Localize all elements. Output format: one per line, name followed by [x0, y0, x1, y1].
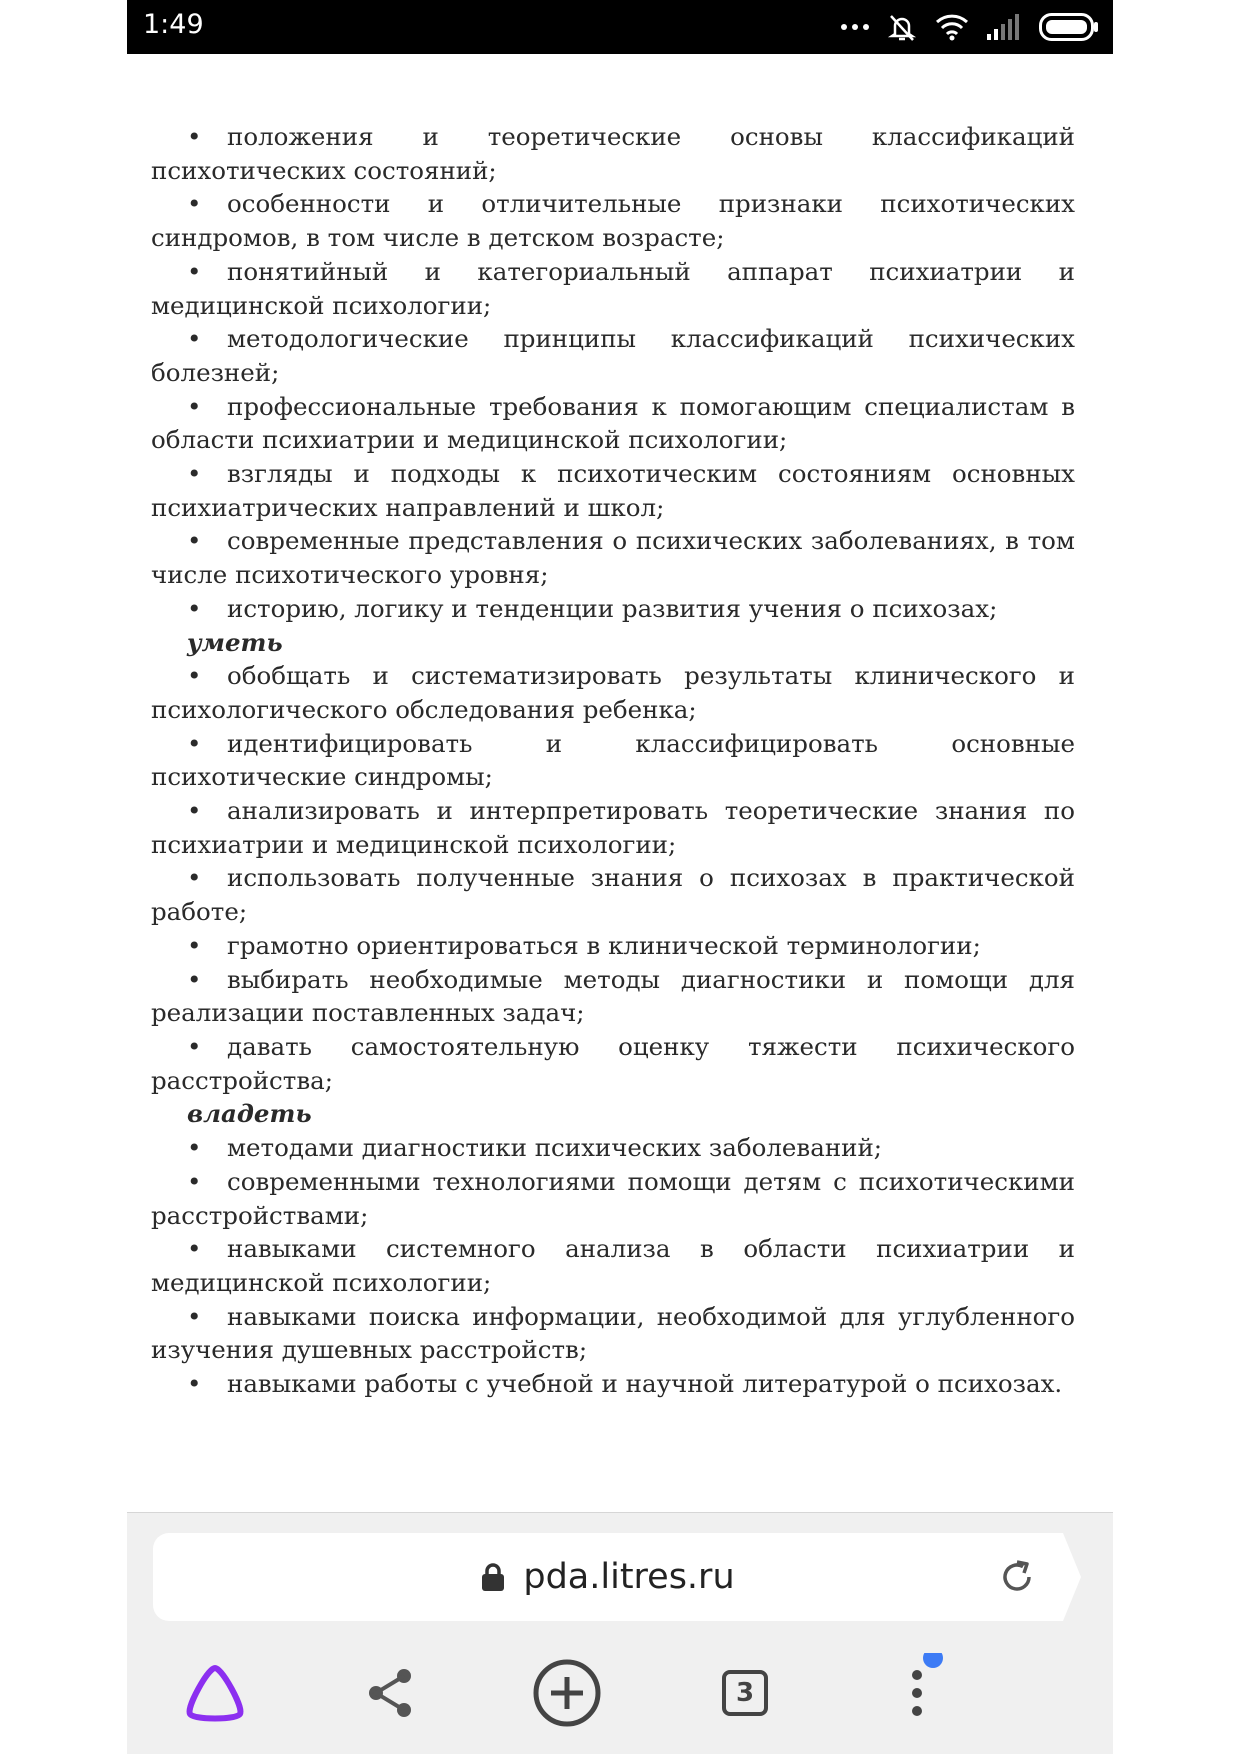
list-item-text: понятийный и категориальный аппарат психиатрии и медицинской психологии; [151, 256, 1075, 320]
bullet-icon: • [187, 863, 202, 893]
bullet-icon: • [187, 391, 202, 421]
list-item [151, 524, 1075, 591]
bullet-icon: • [187, 930, 202, 960]
new-tab-button[interactable] [527, 1653, 607, 1733]
bullet-icon: • [187, 459, 202, 489]
document-page [151, 120, 1075, 1401]
notification-dot [923, 1653, 943, 1668]
alice-assistant-button[interactable] [175, 1653, 255, 1733]
status-bar [127, 0, 1113, 54]
list-item [151, 322, 1075, 389]
share-icon [366, 1666, 416, 1720]
list-item-text: профессиональные требования к помогающим специалистам в области психиатрии и медицинской психологии; [151, 391, 1075, 455]
list-item-text: методологические принципы классификаций психических болезней; [151, 324, 1075, 387]
list-item-text: современными технологиями помощи детям с психотическими расстройствами; [151, 1166, 1075, 1230]
bullet-icon: • [187, 593, 202, 623]
list-item-text: навыками поиска информации, необходимой для углубленного изучения душевных расстройств; [151, 1301, 1075, 1365]
list-item [151, 255, 1075, 322]
list-item-text: выбирать необходимые методы диагностики и помощи для реализации поставленных задач; [151, 964, 1075, 1028]
list-item [151, 457, 1075, 524]
bullet-icon: • [187, 964, 202, 994]
bullet-icon: • [187, 1301, 202, 1331]
list-item [151, 1030, 1075, 1097]
menu-button[interactable] [881, 1653, 961, 1733]
list-item-text: использовать полученные знания о психозах в практической работе; [151, 863, 1075, 927]
mute-icon [887, 12, 917, 42]
menu-dots-icon [891, 1653, 951, 1733]
tabs-count-icon: 3 [722, 1670, 768, 1716]
list-item-text: методами диагностики психических заболеваний; [227, 1133, 883, 1163]
list-item [151, 929, 1075, 963]
new-tab-plus-icon [531, 1657, 603, 1729]
more-dots-icon [841, 24, 869, 30]
list-item [151, 727, 1075, 794]
list-item [151, 1367, 1075, 1401]
list-item [151, 659, 1075, 726]
list-item [151, 1232, 1075, 1299]
list-item-text: навыками работы с учебной и научной литературой о психозах. [227, 1369, 1063, 1399]
bullet-icon: • [187, 324, 202, 354]
tabs-button[interactable] [705, 1653, 785, 1733]
list-item [151, 592, 1075, 626]
list-item [151, 120, 1075, 187]
signal-icon [987, 14, 1021, 40]
status-icons [841, 10, 1099, 44]
section-heading: владеть [187, 1099, 312, 1129]
bullet-icon: • [187, 1031, 202, 1061]
browser-toolbar [127, 1631, 1113, 1754]
bullet-icon: • [187, 661, 202, 691]
list-item [151, 390, 1075, 457]
list-item-text: грамотно ориентироваться в клинической терминологии; [227, 930, 981, 960]
list-item-text: историю, логику и тенденции развития учения о психозах; [227, 593, 998, 623]
reload-icon[interactable] [997, 1557, 1037, 1597]
list-item-text: навыками системного анализа в области психиатрии и медицинской психологии; [151, 1234, 1075, 1297]
bullet-icon: • [187, 1369, 202, 1399]
bullet-icon: • [187, 526, 202, 556]
list-item-text: идентифицировать и классифицировать основные психотические синдромы; [151, 728, 1075, 792]
status-time: 1:49 [143, 9, 204, 40]
share-button[interactable] [351, 1653, 431, 1733]
bullet-icon: • [187, 728, 202, 758]
bullet-icon: • [187, 256, 202, 286]
list-item [151, 861, 1075, 928]
list-item-text: давать самостоятельную оценку тяжести психического расстройства; [151, 1031, 1075, 1095]
address-bar[interactable] [153, 1533, 1063, 1621]
bullet-icon: • [187, 1234, 202, 1264]
alice-assistant-icon [182, 1664, 248, 1722]
list-item [151, 963, 1075, 1030]
list-item [151, 1131, 1075, 1165]
bullet-icon: • [187, 122, 202, 151]
bullet-icon: • [187, 189, 202, 219]
phone-screen [127, 0, 1113, 1754]
list-item [151, 1300, 1075, 1367]
list-item [151, 1165, 1075, 1232]
list-item-text: обобщать и систематизировать результаты клинического и психологического обследования ребенка; [151, 661, 1075, 724]
bullet-icon: • [187, 1133, 202, 1163]
section-heading: уметь [187, 627, 283, 657]
list-item-text: анализировать и интерпретировать теоретические знания по психиатрии и медицинской психологии; [151, 796, 1075, 859]
list-item [151, 794, 1075, 861]
browser-bottom-bar [127, 1512, 1113, 1754]
url-display[interactable] [153, 1533, 1063, 1621]
list-item-text: взгляды и подходы к психотическим состояниям основных психиатрических направлений и школ; [151, 459, 1075, 522]
list-item-text: современные представления о психических заболеваниях, в том числе психотического уровня; [151, 526, 1075, 590]
bullet-icon: • [187, 796, 202, 826]
bullet-icon: • [187, 1166, 202, 1196]
list-item [151, 187, 1075, 254]
list-item-text: положения и теоретические основы классификаций психотических состояний; [151, 122, 1075, 185]
lock-icon [481, 1562, 505, 1592]
wifi-icon [935, 13, 969, 41]
url-text[interactable]: pda.litres.ru [523, 1557, 735, 1597]
list-item-text: особенности и отличительные признаки психотических синдромов, в том числе в детском возрасте; [151, 189, 1075, 253]
battery-icon [1039, 13, 1099, 41]
